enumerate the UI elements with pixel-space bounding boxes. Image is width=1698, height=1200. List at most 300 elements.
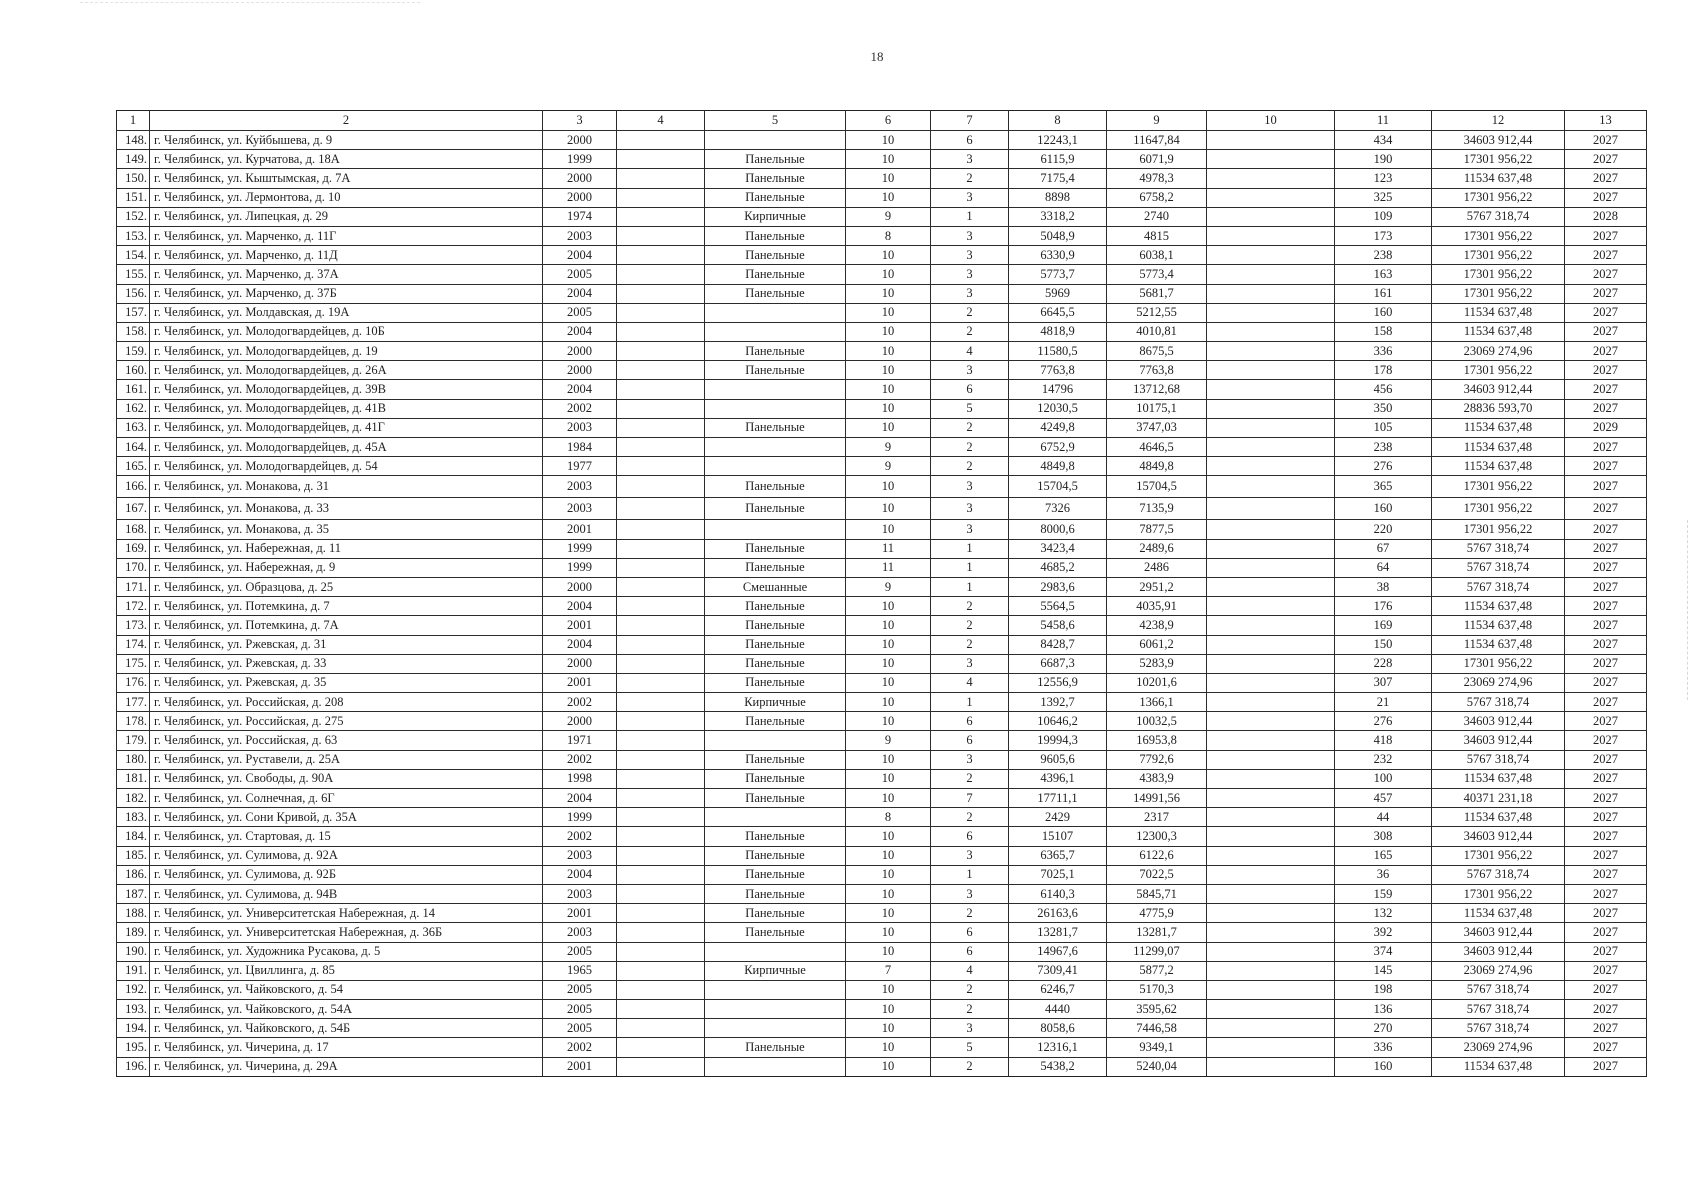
cell-floors: 10 xyxy=(846,884,931,903)
cell-wall-material xyxy=(705,808,846,827)
cell-col-4 xyxy=(617,265,705,284)
cell-floors: 9 xyxy=(846,438,931,457)
cell-year-built: 2000 xyxy=(543,654,617,673)
cell-cost: 17301 956,22 xyxy=(1432,361,1565,380)
cell-floors: 10 xyxy=(846,635,931,654)
cell-cost: 11534 637,48 xyxy=(1432,616,1565,635)
cell-cost: 11534 637,48 xyxy=(1432,635,1565,654)
cell-residents: 220 xyxy=(1335,520,1432,539)
cell-col-10 xyxy=(1207,1019,1335,1038)
cell-year-built: 2004 xyxy=(543,865,617,884)
cell-living-area: 7446,58 xyxy=(1107,1019,1207,1038)
cell-address: г. Челябинск, ул. Потемкина, д. 7 xyxy=(150,597,543,616)
cell-residents: 67 xyxy=(1335,539,1432,558)
cell-row-number: 165. xyxy=(117,457,150,476)
cell-wall-material xyxy=(705,520,846,539)
cell-cost: 11534 637,48 xyxy=(1432,169,1565,188)
table-row xyxy=(117,399,1647,418)
cell-year-planned: 2027 xyxy=(1565,498,1647,520)
cell-wall-material xyxy=(705,1019,846,1038)
cell-total-area: 5564,5 xyxy=(1009,597,1107,616)
cell-row-number: 149. xyxy=(117,150,150,169)
cell-row-number: 195. xyxy=(117,1038,150,1057)
cell-row-number: 167. xyxy=(117,498,150,520)
cell-entrances: 3 xyxy=(931,476,1009,498)
cell-wall-material: Панельные xyxy=(705,558,846,577)
cell-wall-material xyxy=(705,322,846,341)
cell-entrances: 2 xyxy=(931,303,1009,322)
cell-living-area: 5240,04 xyxy=(1107,1057,1207,1076)
cell-total-area: 6140,3 xyxy=(1009,884,1107,903)
cell-cost: 11534 637,48 xyxy=(1432,904,1565,923)
cell-year-built: 2004 xyxy=(543,380,617,399)
cell-floors: 10 xyxy=(846,750,931,769)
cell-col-10 xyxy=(1207,769,1335,788)
cell-living-area: 4238,9 xyxy=(1107,616,1207,635)
table-row xyxy=(117,750,1647,769)
cell-cost: 5767 318,74 xyxy=(1432,539,1565,558)
cell-row-number: 187. xyxy=(117,884,150,903)
cell-cost: 17301 956,22 xyxy=(1432,476,1565,498)
cell-wall-material xyxy=(705,303,846,322)
cell-total-area: 5438,2 xyxy=(1009,1057,1107,1076)
cell-year-planned: 2027 xyxy=(1565,284,1647,303)
cell-address: г. Челябинск, ул. Ржевская, д. 33 xyxy=(150,654,543,673)
cell-floors: 10 xyxy=(846,942,931,961)
cell-col-10 xyxy=(1207,827,1335,846)
cell-cost: 40371 231,18 xyxy=(1432,789,1565,808)
cell-col-10 xyxy=(1207,712,1335,731)
cell-residents: 232 xyxy=(1335,750,1432,769)
cell-col-10 xyxy=(1207,246,1335,265)
cell-cost: 11534 637,48 xyxy=(1432,597,1565,616)
cell-total-area: 2429 xyxy=(1009,808,1107,827)
cell-entrances: 2 xyxy=(931,322,1009,341)
cell-row-number: 151. xyxy=(117,188,150,207)
table-row xyxy=(117,923,1647,942)
cell-total-area: 12243,1 xyxy=(1009,131,1107,150)
column-header: 12 xyxy=(1432,111,1565,131)
cell-residents: 123 xyxy=(1335,169,1432,188)
cell-total-area: 6330,9 xyxy=(1009,246,1107,265)
cell-living-area: 14991,56 xyxy=(1107,789,1207,808)
table-row xyxy=(117,188,1647,207)
cell-residents: 100 xyxy=(1335,769,1432,788)
cell-col-4 xyxy=(617,980,705,999)
cell-floors: 8 xyxy=(846,808,931,827)
cell-address: г. Челябинск, ул. Российская, д. 208 xyxy=(150,693,543,712)
cell-year-planned: 2027 xyxy=(1565,980,1647,999)
cell-wall-material: Панельные xyxy=(705,361,846,380)
cell-year-planned: 2027 xyxy=(1565,520,1647,539)
cell-entrances: 5 xyxy=(931,399,1009,418)
cell-wall-material: Панельные xyxy=(705,150,846,169)
cell-floors: 11 xyxy=(846,558,931,577)
table-row xyxy=(117,226,1647,245)
table-row xyxy=(117,498,1647,520)
cell-living-area: 13712,68 xyxy=(1107,380,1207,399)
cell-entrances: 3 xyxy=(931,520,1009,539)
cell-address: г. Челябинск, ул. Солнечная, д. 6Г xyxy=(150,789,543,808)
cell-living-area: 4383,9 xyxy=(1107,769,1207,788)
cell-cost: 5767 318,74 xyxy=(1432,207,1565,226)
cell-entrances: 3 xyxy=(931,284,1009,303)
cell-residents: 136 xyxy=(1335,1000,1432,1019)
cell-year-planned: 2027 xyxy=(1565,769,1647,788)
cell-col-4 xyxy=(617,150,705,169)
cell-address: г. Челябинск, ул. Чичерина, д. 29А xyxy=(150,1057,543,1076)
cell-year-planned: 2028 xyxy=(1565,207,1647,226)
cell-total-area: 6752,9 xyxy=(1009,438,1107,457)
cell-col-10 xyxy=(1207,169,1335,188)
cell-wall-material: Панельные xyxy=(705,539,846,558)
cell-residents: 276 xyxy=(1335,712,1432,731)
cell-living-area: 4010,81 xyxy=(1107,322,1207,341)
cell-address: г. Челябинск, ул. Чайковского, д. 54Б xyxy=(150,1019,543,1038)
cell-year-built: 2005 xyxy=(543,980,617,999)
scan-artifact-top xyxy=(80,2,420,4)
cell-floors: 9 xyxy=(846,207,931,226)
cell-total-area: 14967,6 xyxy=(1009,942,1107,961)
cell-row-number: 152. xyxy=(117,207,150,226)
cell-entrances: 2 xyxy=(931,769,1009,788)
cell-cost: 34603 912,44 xyxy=(1432,712,1565,731)
cell-address: г. Челябинск, ул. Набережная, д. 11 xyxy=(150,539,543,558)
cell-floors: 10 xyxy=(846,246,931,265)
cell-row-number: 163. xyxy=(117,418,150,437)
cell-year-built: 2000 xyxy=(543,131,617,150)
cell-col-10 xyxy=(1207,1038,1335,1057)
cell-wall-material: Панельные xyxy=(705,498,846,520)
cell-year-built: 2002 xyxy=(543,399,617,418)
cell-col-4 xyxy=(617,457,705,476)
table-row xyxy=(117,865,1647,884)
cell-living-area: 2486 xyxy=(1107,558,1207,577)
cell-entrances: 3 xyxy=(931,226,1009,245)
cell-entrances: 3 xyxy=(931,1019,1009,1038)
cell-total-area: 8058,6 xyxy=(1009,1019,1107,1038)
cell-cost: 5767 318,74 xyxy=(1432,693,1565,712)
cell-row-number: 168. xyxy=(117,520,150,539)
cell-col-10 xyxy=(1207,457,1335,476)
cell-floors: 10 xyxy=(846,654,931,673)
cell-total-area: 4849,8 xyxy=(1009,457,1107,476)
cell-entrances: 4 xyxy=(931,673,1009,692)
cell-year-planned: 2027 xyxy=(1565,1000,1647,1019)
cell-year-built: 2003 xyxy=(543,846,617,865)
cell-col-10 xyxy=(1207,539,1335,558)
cell-col-10 xyxy=(1207,342,1335,361)
cell-col-10 xyxy=(1207,438,1335,457)
cell-cost: 11534 637,48 xyxy=(1432,769,1565,788)
table-row xyxy=(117,1000,1647,1019)
table-row xyxy=(117,476,1647,498)
cell-col-10 xyxy=(1207,558,1335,577)
cell-residents: 270 xyxy=(1335,1019,1432,1038)
table-row xyxy=(117,457,1647,476)
cell-floors: 10 xyxy=(846,361,931,380)
cell-cost: 5767 318,74 xyxy=(1432,577,1565,596)
cell-entrances: 6 xyxy=(931,942,1009,961)
cell-year-built: 2004 xyxy=(543,635,617,654)
cell-year-built: 2000 xyxy=(543,188,617,207)
cell-year-built: 1999 xyxy=(543,539,617,558)
cell-residents: 392 xyxy=(1335,923,1432,942)
cell-floors: 9 xyxy=(846,731,931,750)
cell-address: г. Челябинск, ул. Ржевская, д. 35 xyxy=(150,673,543,692)
cell-floors: 10 xyxy=(846,476,931,498)
cell-row-number: 170. xyxy=(117,558,150,577)
cell-year-built: 1971 xyxy=(543,731,617,750)
cell-col-10 xyxy=(1207,750,1335,769)
cell-wall-material: Панельные xyxy=(705,769,846,788)
table-row xyxy=(117,789,1647,808)
cell-living-area: 10201,6 xyxy=(1107,673,1207,692)
cell-year-planned: 2027 xyxy=(1565,322,1647,341)
cell-address: г. Челябинск, ул. Сони Кривой, д. 35А xyxy=(150,808,543,827)
cell-year-planned: 2027 xyxy=(1565,188,1647,207)
cell-year-built: 1965 xyxy=(543,961,617,980)
cell-living-area: 5845,71 xyxy=(1107,884,1207,903)
column-header: 8 xyxy=(1009,111,1107,131)
cell-col-10 xyxy=(1207,1000,1335,1019)
cell-year-planned: 2027 xyxy=(1565,399,1647,418)
cell-residents: 238 xyxy=(1335,438,1432,457)
cell-floors: 10 xyxy=(846,923,931,942)
cell-entrances: 3 xyxy=(931,750,1009,769)
cell-address: г. Челябинск, ул. Марченко, д. 11Д xyxy=(150,246,543,265)
cell-total-area: 9605,6 xyxy=(1009,750,1107,769)
cell-address: г. Челябинск, ул. Молодогвардейцев, д. 26А xyxy=(150,361,543,380)
cell-cost: 11534 637,48 xyxy=(1432,808,1565,827)
cell-row-number: 154. xyxy=(117,246,150,265)
cell-row-number: 191. xyxy=(117,961,150,980)
cell-col-4 xyxy=(617,380,705,399)
cell-living-area: 7792,6 xyxy=(1107,750,1207,769)
cell-col-4 xyxy=(617,616,705,635)
cell-col-4 xyxy=(617,520,705,539)
cell-address: г. Челябинск, ул. Молдавская, д. 19А xyxy=(150,303,543,322)
cell-row-number: 186. xyxy=(117,865,150,884)
cell-living-area: 6038,1 xyxy=(1107,246,1207,265)
cell-year-planned: 2027 xyxy=(1565,1019,1647,1038)
cell-residents: 160 xyxy=(1335,303,1432,322)
table-row xyxy=(117,207,1647,226)
cell-cost: 17301 956,22 xyxy=(1432,846,1565,865)
cell-cost: 11534 637,48 xyxy=(1432,418,1565,437)
cell-year-built: 2005 xyxy=(543,265,617,284)
cell-cost: 34603 912,44 xyxy=(1432,131,1565,150)
cell-wall-material: Панельные xyxy=(705,246,846,265)
cell-wall-material: Панельные xyxy=(705,418,846,437)
cell-entrances: 6 xyxy=(931,923,1009,942)
table-row xyxy=(117,558,1647,577)
cell-year-built: 2003 xyxy=(543,923,617,942)
cell-address: г. Челябинск, ул. Ржевская, д. 31 xyxy=(150,635,543,654)
cell-entrances: 4 xyxy=(931,961,1009,980)
cell-year-built: 2001 xyxy=(543,673,617,692)
cell-floors: 11 xyxy=(846,539,931,558)
cell-residents: 163 xyxy=(1335,265,1432,284)
cell-year-planned: 2027 xyxy=(1565,635,1647,654)
cell-living-area: 2489,6 xyxy=(1107,539,1207,558)
cell-col-4 xyxy=(617,361,705,380)
cell-entrances: 2 xyxy=(931,1000,1009,1019)
cell-year-planned: 2027 xyxy=(1565,923,1647,942)
cell-col-10 xyxy=(1207,808,1335,827)
cell-year-built: 2005 xyxy=(543,303,617,322)
cell-col-4 xyxy=(617,1057,705,1076)
cell-total-area: 17711,1 xyxy=(1009,789,1107,808)
cell-living-area: 4775,9 xyxy=(1107,904,1207,923)
column-header: 5 xyxy=(705,111,846,131)
cell-residents: 456 xyxy=(1335,380,1432,399)
cell-address: г. Челябинск, ул. Художника Русакова, д. 5 xyxy=(150,942,543,961)
cell-col-10 xyxy=(1207,789,1335,808)
cell-col-4 xyxy=(617,1019,705,1038)
cell-residents: 325 xyxy=(1335,188,1432,207)
cell-col-4 xyxy=(617,438,705,457)
cell-col-4 xyxy=(617,769,705,788)
cell-entrances: 1 xyxy=(931,577,1009,596)
cell-total-area: 6687,3 xyxy=(1009,654,1107,673)
cell-year-planned: 2027 xyxy=(1565,457,1647,476)
cell-entrances: 2 xyxy=(931,457,1009,476)
cell-residents: 176 xyxy=(1335,597,1432,616)
cell-living-area: 3595,62 xyxy=(1107,1000,1207,1019)
cell-entrances: 6 xyxy=(931,380,1009,399)
cell-living-area: 10032,5 xyxy=(1107,712,1207,731)
cell-total-area: 5458,6 xyxy=(1009,616,1107,635)
cell-year-planned: 2027 xyxy=(1565,150,1647,169)
cell-living-area: 4849,8 xyxy=(1107,457,1207,476)
cell-total-area: 6645,5 xyxy=(1009,303,1107,322)
cell-year-planned: 2027 xyxy=(1565,846,1647,865)
cell-entrances: 4 xyxy=(931,342,1009,361)
cell-col-10 xyxy=(1207,131,1335,150)
cell-living-area: 7877,5 xyxy=(1107,520,1207,539)
cell-total-area: 6115,9 xyxy=(1009,150,1107,169)
cell-residents: 169 xyxy=(1335,616,1432,635)
cell-floors: 10 xyxy=(846,1019,931,1038)
cell-wall-material: Панельные xyxy=(705,846,846,865)
cell-year-planned: 2027 xyxy=(1565,476,1647,498)
cell-residents: 38 xyxy=(1335,577,1432,596)
cell-row-number: 158. xyxy=(117,322,150,341)
cell-entrances: 1 xyxy=(931,539,1009,558)
cell-col-4 xyxy=(617,789,705,808)
cell-col-10 xyxy=(1207,284,1335,303)
cell-row-number: 174. xyxy=(117,635,150,654)
cell-year-built: 2001 xyxy=(543,520,617,539)
cell-address: г. Челябинск, ул. Российская, д. 63 xyxy=(150,731,543,750)
table-row xyxy=(117,884,1647,903)
cell-cost: 5767 318,74 xyxy=(1432,750,1565,769)
cell-address: г. Челябинск, ул. Марченко, д. 11Г xyxy=(150,226,543,245)
cell-col-10 xyxy=(1207,361,1335,380)
cell-living-area: 4646,5 xyxy=(1107,438,1207,457)
cell-entrances: 1 xyxy=(931,693,1009,712)
cell-floors: 10 xyxy=(846,169,931,188)
cell-wall-material: Панельные xyxy=(705,616,846,635)
cell-entrances: 2 xyxy=(931,904,1009,923)
cell-living-area: 2951,2 xyxy=(1107,577,1207,596)
cell-year-planned: 2027 xyxy=(1565,904,1647,923)
cell-col-10 xyxy=(1207,923,1335,942)
cell-row-number: 183. xyxy=(117,808,150,827)
cell-year-planned: 2027 xyxy=(1565,1038,1647,1057)
cell-address: г. Челябинск, ул. Университетская Набережная, д. 14 xyxy=(150,904,543,923)
cell-col-4 xyxy=(617,1000,705,1019)
cell-floors: 10 xyxy=(846,769,931,788)
cell-entrances: 6 xyxy=(931,731,1009,750)
cell-residents: 21 xyxy=(1335,693,1432,712)
cell-col-4 xyxy=(617,884,705,903)
table-row xyxy=(117,961,1647,980)
cell-wall-material: Панельные xyxy=(705,342,846,361)
column-header: 13 xyxy=(1565,111,1647,131)
cell-col-4 xyxy=(617,577,705,596)
cell-total-area: 3423,4 xyxy=(1009,539,1107,558)
cell-address: г. Челябинск, ул. Марченко, д. 37Б xyxy=(150,284,543,303)
cell-living-area: 12300,3 xyxy=(1107,827,1207,846)
cell-year-planned: 2027 xyxy=(1565,1057,1647,1076)
cell-col-4 xyxy=(617,673,705,692)
cell-cost: 17301 956,22 xyxy=(1432,188,1565,207)
cell-living-area: 6071,9 xyxy=(1107,150,1207,169)
cell-address: г. Челябинск, ул. Кыштымская, д. 7А xyxy=(150,169,543,188)
cell-wall-material: Панельные xyxy=(705,904,846,923)
cell-cost: 5767 318,74 xyxy=(1432,1000,1565,1019)
cell-living-area: 5681,7 xyxy=(1107,284,1207,303)
cell-floors: 9 xyxy=(846,457,931,476)
cell-col-4 xyxy=(617,303,705,322)
cell-col-4 xyxy=(617,418,705,437)
cell-wall-material: Панельные xyxy=(705,284,846,303)
cell-living-area: 1366,1 xyxy=(1107,693,1207,712)
cell-floors: 10 xyxy=(846,303,931,322)
cell-residents: 374 xyxy=(1335,942,1432,961)
cell-floors: 10 xyxy=(846,322,931,341)
cell-year-built: 2003 xyxy=(543,226,617,245)
cell-entrances: 5 xyxy=(931,1038,1009,1057)
cell-address: г. Челябинск, ул. Монакова, д. 35 xyxy=(150,520,543,539)
table-row xyxy=(117,808,1647,827)
cell-row-number: 189. xyxy=(117,923,150,942)
table-row xyxy=(117,1038,1647,1057)
cell-floors: 10 xyxy=(846,789,931,808)
cell-cost: 17301 956,22 xyxy=(1432,284,1565,303)
cell-row-number: 156. xyxy=(117,284,150,303)
cell-row-number: 160. xyxy=(117,361,150,380)
cell-total-area: 11580,5 xyxy=(1009,342,1107,361)
cell-residents: 145 xyxy=(1335,961,1432,980)
cell-floors: 10 xyxy=(846,188,931,207)
cell-wall-material xyxy=(705,731,846,750)
cell-address: г. Челябинск, ул. Руставели, д. 25А xyxy=(150,750,543,769)
cell-row-number: 176. xyxy=(117,673,150,692)
cell-col-4 xyxy=(617,476,705,498)
cell-wall-material: Панельные xyxy=(705,1038,846,1057)
cell-col-10 xyxy=(1207,731,1335,750)
cell-col-10 xyxy=(1207,904,1335,923)
cell-entrances: 6 xyxy=(931,131,1009,150)
cell-residents: 161 xyxy=(1335,284,1432,303)
cell-col-4 xyxy=(617,558,705,577)
cell-year-built: 2004 xyxy=(543,322,617,341)
cell-floors: 10 xyxy=(846,597,931,616)
cell-row-number: 150. xyxy=(117,169,150,188)
